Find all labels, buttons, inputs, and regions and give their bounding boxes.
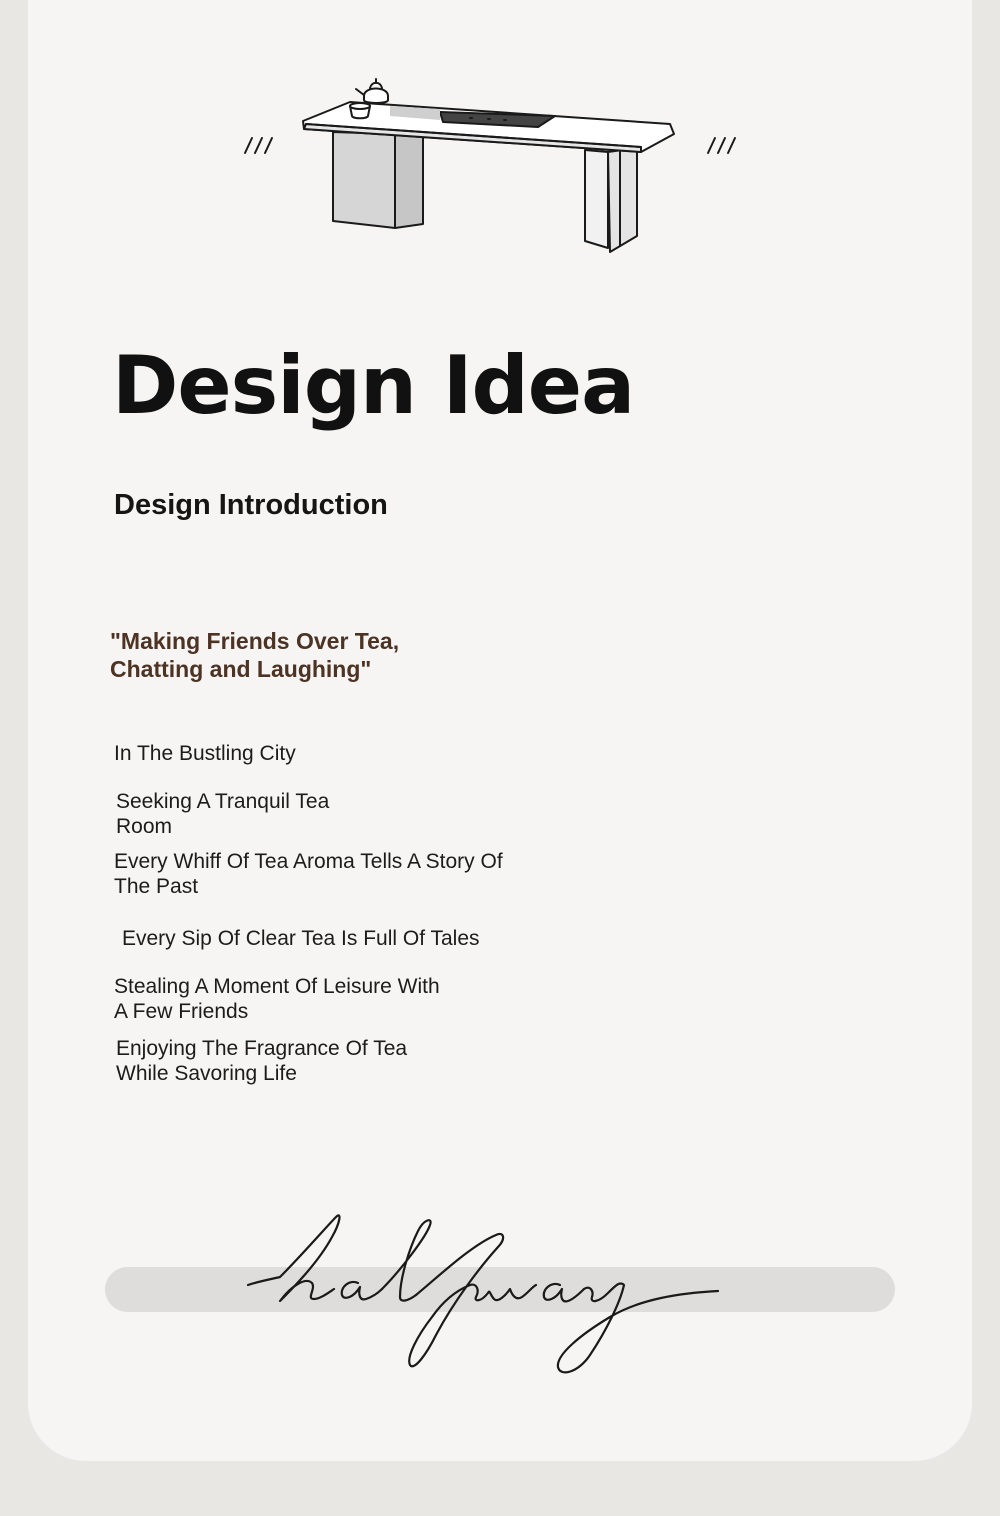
section-subtitle: Design Introduction [114, 489, 388, 521]
handwritten-signature-logo [240, 1205, 730, 1380]
page-title: Design Idea [112, 339, 635, 432]
text-line-1: In The Bustling City [114, 742, 296, 765]
text-line-6: Enjoying The Fragrance Of Tea While Savoring Life [116, 1037, 408, 1085]
text-line-5: Stealing A Moment Of Leisure With A Few Friends [114, 975, 440, 1023]
tea-table-icon [240, 76, 750, 258]
text-line-4: Every Sip Of Clear Tea Is Full Of Tales [122, 927, 480, 950]
text-line-2: Seeking A Tranquil Tea Room [116, 790, 330, 838]
text-line-3: Every Whiff Of Tea Aroma Tells A Story Of The Past [114, 850, 503, 898]
quote-text: "Making Friends Over Tea, Chatting and Laughing" [110, 628, 400, 682]
